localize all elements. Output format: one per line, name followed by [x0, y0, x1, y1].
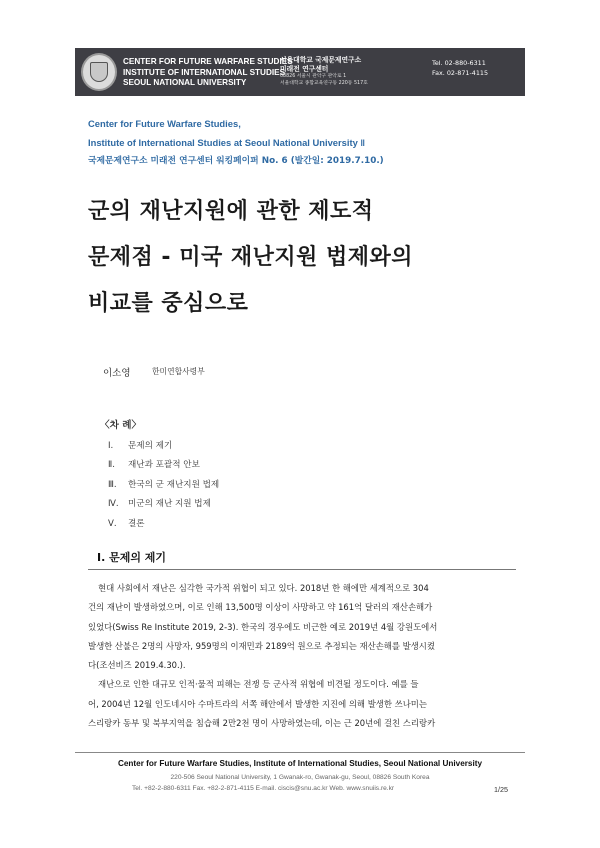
toc-label: 재난과 포괄적 안보: [128, 460, 200, 471]
author-name: 이소영: [103, 368, 131, 379]
toc-label: 미군의 재난 지원 법제: [128, 499, 211, 510]
body-line: 재난으로 인한 대규모 인적·물적 피해는 전쟁 등 군사적 위협에 비견될 정도이다. 예를 들: [98, 679, 419, 690]
toc-item: [108, 456, 219, 475]
header-fax: Fax. 02-871-4115: [432, 69, 489, 77]
body-line: 다(조선비즈 2019.4.30.).: [88, 660, 186, 671]
body-line: 발생한 산불은 2명의 사망자, 959명의 이재민과 2189억 원으로 추정되는 재산손해를 발생시켰: [88, 640, 435, 651]
header-korean-name: [280, 56, 368, 87]
header-en-line: SEOUL NATIONAL UNIVERSITY: [123, 78, 247, 87]
toc-item: [108, 495, 219, 514]
header-en-line: INSTITUTE OF INTERNATIONAL STUDIES: [123, 67, 286, 77]
title-line: 문제점 - 미국 재난지원 법제와의: [88, 245, 414, 270]
header-ko-name: 서울대학교 국제문제연구소: [280, 56, 362, 64]
body-line: 건의 재난이 발생하였으며, 이로 인해 13,500명 이상이 사망하고 약 161억 달러의 재산손해가: [88, 602, 433, 613]
body-line: 스리랑카 동부 및 북부지역을 침습해 2만2천 명이 사망하였는데, 이는 근 20년에 걸친 스리랑카: [88, 718, 436, 729]
toc-item: [108, 515, 219, 534]
body-line: 어, 2004년 12월 인도네시아 수마트라의 서쪽 해안에서 발생한 지진에 의해 발생한 쓰나미는: [88, 698, 427, 709]
footer-contact: Tel. +82-2-880-6311 Fax. +82-2-871-4115 E-mail. ciscis@snu.ac.kr Web. www.snuiis.re.kr: [132, 785, 395, 792]
author-affiliation: 한미연합사령부: [152, 367, 205, 376]
header-english-name: [123, 57, 293, 89]
section-body: [88, 579, 520, 733]
header-ko-center: 미래전 연구센터: [280, 64, 329, 73]
table-of-contents: [108, 437, 219, 534]
footer-address: 220-506 Seoul National University, 1 Gwanak-ro, Gwanak-gu, Seoul, 08826 South Korea: [170, 774, 430, 781]
citation-line: Institute of International Studies at Seoul National University ‖: [88, 136, 366, 148]
paper-title: [88, 189, 413, 327]
header-band: [75, 48, 525, 96]
footer-title: Center for Future Warfare Studies, Institute of International Studies, Seoul National University: [117, 759, 483, 768]
header-tel: Tel. 02-880-6311: [432, 59, 486, 67]
header-ko-address: 08826 서울시 관악구 관악로 1: [280, 74, 347, 79]
toc-number: Ⅰ.: [108, 441, 114, 451]
toc-label: 한국의 군 재난지원 법제: [128, 479, 220, 490]
footer-divider: [75, 752, 525, 753]
header-contact: [432, 58, 488, 78]
toc-label: 문제의 제기: [128, 441, 173, 451]
toc-label: 결론: [128, 518, 145, 529]
toc-number: Ⅴ.: [108, 518, 117, 529]
title-line: 군의 재난지원에 관한 제도적: [88, 199, 374, 224]
section-heading: Ⅰ. 문제의 제기: [97, 551, 167, 564]
body-line: 있었다(Swiss Re Institute 2019, 2-3). 한국의 경우에도 비근한 예로 2019년 4월 강원도에서: [88, 621, 438, 632]
header-en-line: CENTER FOR FUTURE WARFARE STUDIES: [123, 57, 293, 66]
page-number: 1/25: [494, 785, 508, 794]
toc-number: Ⅳ.: [108, 499, 119, 510]
citation: [88, 115, 384, 171]
citation-line: Center for Future Warfare Studies,: [88, 118, 241, 129]
header-ko-address: 서울대학교 종합교육연구동 220동 517호: [280, 81, 368, 86]
section-divider: [88, 569, 516, 570]
body-line: 현대 사회에서 재난은 심각한 국가적 위협이 되고 있다. 2018년 한 해에만 세계적으로 304: [98, 583, 429, 593]
toc-heading: 〈차 례〉: [100, 420, 142, 431]
toc-number: Ⅱ.: [108, 460, 115, 471]
title-line: 비교를 중심으로: [88, 291, 249, 316]
toc-number: Ⅲ.: [108, 479, 117, 490]
university-logo-icon: [81, 53, 117, 91]
citation-line: 국제문제연구소 미래전 연구센터 워킹페이퍼 No. 6 (발간일: 2019.7.10.): [88, 156, 384, 166]
toc-item: [108, 476, 219, 495]
toc-item: [108, 437, 219, 456]
